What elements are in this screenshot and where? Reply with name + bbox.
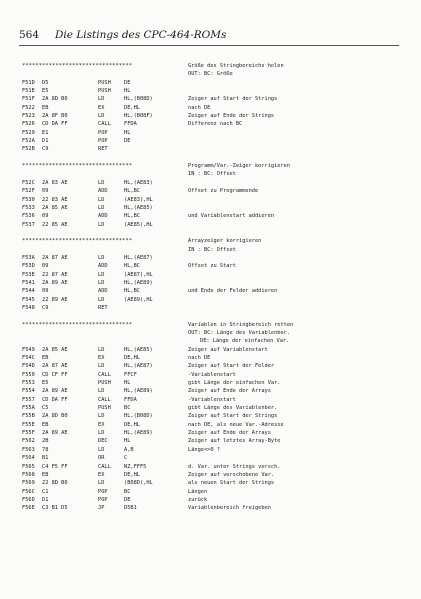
operand: HL,BC bbox=[124, 288, 140, 295]
address: F564 bbox=[22, 455, 35, 462]
block-heading-line bbox=[22, 321, 402, 329]
block-io-spec: DE: Länge der einfachen Var. bbox=[200, 338, 290, 345]
comment: Zeiger auf verschobene Var. bbox=[188, 471, 275, 478]
code-line bbox=[22, 204, 402, 212]
hex-bytes: 22 89 AE bbox=[42, 296, 68, 303]
hex-bytes: 2A 85 AE bbox=[42, 204, 68, 211]
block-heading-line bbox=[22, 237, 402, 245]
address: F56D bbox=[22, 496, 35, 503]
block-io-spec: IN : BC: Offset bbox=[188, 171, 236, 178]
comment: Variablenbereich freigeben bbox=[188, 505, 271, 512]
operand: BC bbox=[124, 405, 131, 412]
operand: DE bbox=[124, 138, 131, 145]
mnemonic: ADD bbox=[98, 263, 108, 270]
hex-bytes: E5 bbox=[42, 380, 49, 387]
block-gap bbox=[22, 229, 402, 237]
mnemonic: LD bbox=[98, 96, 105, 103]
comment: Zeiger auf Variablenstart bbox=[188, 346, 268, 353]
hex-bytes: C9 bbox=[42, 304, 49, 311]
mnemonic: LD bbox=[98, 254, 105, 261]
operand: D5B1 bbox=[124, 505, 137, 512]
address: F52C bbox=[22, 179, 35, 186]
operand: DE,HL bbox=[124, 421, 140, 428]
separator-stars: ********************************* bbox=[22, 238, 133, 245]
mnemonic: PUSH bbox=[98, 380, 111, 387]
code-line bbox=[22, 212, 402, 220]
comment: Zeiger auf Start der Felder bbox=[188, 363, 275, 370]
mnemonic: LD bbox=[98, 430, 105, 437]
code-line bbox=[22, 95, 402, 103]
address: F52F bbox=[22, 188, 35, 195]
hex-bytes: EB bbox=[42, 471, 49, 478]
address: F530 bbox=[22, 196, 35, 203]
hex-bytes: 2A 89 AE bbox=[42, 430, 68, 437]
code-line bbox=[22, 471, 402, 479]
comment: nach DE bbox=[188, 104, 211, 111]
address: F51E bbox=[22, 88, 35, 95]
hex-bytes: D5 bbox=[42, 79, 49, 86]
block-io-spec: OUT: BC: Länge des Variablenber. bbox=[188, 330, 291, 336]
address: F55B bbox=[22, 413, 35, 420]
operand: HL bbox=[124, 380, 131, 387]
comment: Zeiger auf Ende der Strings bbox=[188, 113, 275, 120]
address: F526 bbox=[22, 121, 35, 128]
mnemonic: LD bbox=[98, 388, 105, 395]
hex-bytes: 22 8D B0 bbox=[42, 480, 68, 487]
comment: d. Var. unter Strings versch. bbox=[188, 463, 281, 470]
operand: NZ,FFF5 bbox=[124, 463, 147, 470]
address: F522 bbox=[22, 104, 35, 111]
operand: (AE85),HL bbox=[124, 221, 153, 228]
mnemonic: CALL bbox=[98, 396, 111, 403]
operand: HL,(AE87) bbox=[124, 363, 153, 370]
comment: nach DE, als neue Var.-Adresse bbox=[188, 421, 284, 428]
comment: Offset zu Programmende bbox=[188, 188, 259, 195]
hex-bytes: C5 bbox=[42, 405, 49, 412]
operand: HL,(AE85) bbox=[124, 346, 153, 353]
hex-bytes: E1 bbox=[42, 129, 49, 136]
hex-bytes: 2A 87 AE bbox=[42, 254, 68, 261]
code-line bbox=[22, 446, 402, 454]
address: F549 bbox=[22, 346, 35, 353]
hex-bytes: 2A 89 AE bbox=[42, 388, 68, 395]
mnemonic: OR bbox=[98, 455, 105, 462]
hex-bytes: 2A 8D B0 bbox=[42, 96, 68, 103]
hex-bytes: CD DA FF bbox=[42, 121, 68, 128]
mnemonic: POP bbox=[98, 496, 108, 503]
comment: als neuen Start der Strings bbox=[188, 480, 275, 487]
hex-bytes: 09 bbox=[42, 213, 49, 220]
comment: Offset zu Start bbox=[188, 263, 236, 270]
code-line bbox=[22, 387, 402, 395]
code-line bbox=[22, 488, 402, 496]
code-line bbox=[22, 354, 402, 362]
code-line bbox=[22, 221, 402, 229]
block-heading-line bbox=[22, 62, 402, 70]
mnemonic: PUSH bbox=[98, 79, 111, 86]
address: F52B bbox=[22, 146, 35, 153]
mnemonic: PUSH bbox=[98, 88, 111, 95]
address: F545 bbox=[22, 296, 35, 303]
code-line bbox=[22, 112, 402, 120]
code-line bbox=[22, 79, 402, 87]
hex-bytes: B1 bbox=[42, 455, 49, 462]
mnemonic: POP bbox=[98, 488, 108, 495]
address: F53A bbox=[22, 254, 35, 261]
code-line bbox=[22, 104, 402, 112]
comment: gibt Länge der einfachen Var. bbox=[188, 380, 281, 387]
hex-bytes: D1 bbox=[42, 496, 49, 503]
hex-bytes: CD CF FF bbox=[42, 371, 68, 378]
hex-bytes: D1 bbox=[42, 138, 49, 145]
hex-bytes: EB bbox=[42, 421, 49, 428]
operand: (AE87),HL bbox=[124, 271, 153, 278]
operand: HL,BC bbox=[124, 263, 140, 270]
mnemonic: CALL bbox=[98, 371, 111, 378]
code-line bbox=[22, 187, 402, 195]
code-line bbox=[22, 279, 402, 287]
block-heading-line bbox=[22, 162, 402, 170]
hex-bytes: 78 bbox=[42, 446, 49, 453]
mnemonic: LD bbox=[98, 346, 105, 353]
mnemonic: CALL bbox=[98, 121, 111, 128]
operand: HL,(AE83) bbox=[124, 179, 153, 186]
code-line bbox=[22, 379, 402, 387]
address: F533 bbox=[22, 204, 35, 211]
block-io-line bbox=[22, 70, 402, 78]
mnemonic: LD bbox=[98, 363, 105, 370]
mnemonic: LD bbox=[98, 271, 105, 278]
block-io-spec: OUT: BC: Größe bbox=[188, 71, 233, 78]
mnemonic: ADD bbox=[98, 288, 108, 295]
code-line bbox=[22, 437, 402, 445]
address: F554 bbox=[22, 388, 35, 395]
mnemonic: EX bbox=[98, 355, 105, 362]
address: F529 bbox=[22, 129, 35, 136]
code-line bbox=[22, 371, 402, 379]
address: F569 bbox=[22, 480, 35, 487]
operand: HL,(AE87) bbox=[124, 254, 153, 261]
block-title: Arrayzeiger korrigieren bbox=[188, 238, 262, 245]
operand: HL bbox=[124, 88, 131, 95]
address: F548 bbox=[22, 304, 35, 311]
hex-bytes: 22 85 AE bbox=[42, 221, 68, 228]
hex-bytes: 2A 87 AE bbox=[42, 363, 68, 370]
code-line bbox=[22, 304, 402, 312]
operand: DE,HL bbox=[124, 471, 140, 478]
address: F568 bbox=[22, 471, 35, 478]
address: F51D bbox=[22, 79, 35, 86]
operand: A,B bbox=[124, 446, 134, 453]
code-line bbox=[22, 421, 402, 429]
operand: C bbox=[124, 455, 128, 462]
code-line bbox=[22, 120, 402, 128]
hex-bytes: EB bbox=[42, 104, 49, 111]
page-title: Die Listings des CPC-464-ROMs bbox=[55, 29, 227, 41]
operand: DE bbox=[124, 496, 131, 503]
address: F55A bbox=[22, 405, 35, 412]
comment: Differenz nach BC bbox=[188, 121, 243, 128]
comment: Länge<>0 ? bbox=[188, 446, 220, 453]
comment: und Ende der Felder addieren bbox=[188, 288, 278, 295]
hex-bytes: 2A 85 AE bbox=[42, 346, 68, 353]
mnemonic: EX bbox=[98, 471, 105, 478]
mnemonic: ADD bbox=[98, 188, 108, 195]
code-line bbox=[22, 504, 402, 512]
operand: HL bbox=[124, 438, 131, 445]
hex-bytes: E5 bbox=[42, 88, 49, 95]
operand: HL,(AE89) bbox=[124, 430, 153, 437]
operand: (B08D),HL bbox=[124, 480, 153, 487]
code-line bbox=[22, 196, 402, 204]
block-title: Programm/Var.-Zeiger korrigieren bbox=[188, 163, 291, 170]
code-line bbox=[22, 179, 402, 187]
comment: nach DE bbox=[188, 355, 211, 362]
comment: Zeiger auf Start der Strings bbox=[188, 413, 278, 420]
mnemonic: CALL bbox=[98, 463, 111, 470]
hex-bytes: C9 bbox=[42, 146, 49, 153]
code-line bbox=[22, 145, 402, 153]
comment: gibt Länge des Variablenber. bbox=[188, 405, 278, 412]
operand: (AE83),HL bbox=[124, 196, 153, 203]
address: F523 bbox=[22, 113, 35, 120]
code-line bbox=[22, 454, 402, 462]
hex-bytes: 2A 8F B0 bbox=[42, 113, 68, 120]
address: F563 bbox=[22, 446, 35, 453]
operand: BC bbox=[124, 488, 131, 495]
hex-bytes: 2A 83 AE bbox=[42, 179, 68, 186]
address: F544 bbox=[22, 288, 35, 295]
separator-stars: ********************************* bbox=[22, 163, 133, 170]
comment: Zeiger auf Ende der Arrays bbox=[188, 388, 271, 395]
address: F52A bbox=[22, 138, 35, 145]
hex-bytes: 09 bbox=[42, 263, 49, 270]
address: F550 bbox=[22, 371, 35, 378]
hex-bytes: CD DA FF bbox=[42, 396, 68, 403]
address: F537 bbox=[22, 221, 35, 228]
mnemonic: ADD bbox=[98, 213, 108, 220]
mnemonic: LD bbox=[98, 221, 105, 228]
address: F51F bbox=[22, 96, 35, 103]
block-io-line bbox=[22, 170, 402, 178]
address: F541 bbox=[22, 279, 35, 286]
operand: DE bbox=[124, 79, 131, 86]
operand: FFCF bbox=[124, 371, 137, 378]
comment: -Variablenstart bbox=[188, 396, 236, 403]
address: F553 bbox=[22, 380, 35, 387]
block-gap bbox=[22, 312, 402, 320]
code-line bbox=[22, 496, 402, 504]
page-header bbox=[19, 29, 399, 41]
code-line bbox=[22, 346, 402, 354]
mnemonic: RET bbox=[98, 146, 108, 153]
operand: HL,(AE89) bbox=[124, 388, 153, 395]
operand: FFDA bbox=[124, 396, 137, 403]
assembly-listing bbox=[22, 62, 402, 513]
address: F56C bbox=[22, 488, 35, 495]
header-rule bbox=[19, 45, 399, 46]
mnemonic: LD bbox=[98, 413, 105, 420]
code-line bbox=[22, 404, 402, 412]
block-title: Variablen in Stringbereich retten bbox=[188, 321, 294, 328]
mnemonic: EX bbox=[98, 104, 105, 111]
address: F56E bbox=[22, 505, 35, 512]
hex-bytes: 22 83 AE bbox=[42, 196, 68, 203]
code-line bbox=[22, 362, 402, 370]
address: F55F bbox=[22, 430, 35, 437]
page-number: 564 bbox=[19, 29, 40, 41]
hex-bytes: 2A 89 AE bbox=[42, 279, 68, 286]
operand: FFDA bbox=[124, 121, 137, 128]
comment: zurück bbox=[188, 496, 208, 503]
operand: HL,(AE85) bbox=[124, 204, 153, 211]
mnemonic: LD bbox=[98, 196, 105, 203]
mnemonic: LD bbox=[98, 113, 105, 120]
comment: Zeiger auf Start der Strings bbox=[188, 96, 278, 103]
mnemonic: JP bbox=[98, 505, 105, 512]
block-gap bbox=[22, 154, 402, 162]
code-line bbox=[22, 262, 402, 270]
code-line bbox=[22, 287, 402, 295]
operand: HL,(AE89) bbox=[124, 279, 153, 286]
hex-bytes: 2B bbox=[42, 438, 49, 445]
code-line bbox=[22, 463, 402, 471]
address: F557 bbox=[22, 396, 35, 403]
code-line bbox=[22, 87, 402, 95]
address: F53E bbox=[22, 271, 35, 278]
mnemonic: LD bbox=[98, 279, 105, 286]
hex-bytes: 09 bbox=[42, 288, 49, 295]
separator-stars: ********************************* bbox=[22, 63, 133, 69]
mnemonic: LD bbox=[98, 204, 105, 211]
block-io-line bbox=[22, 329, 402, 337]
operand: HL,BC bbox=[124, 213, 140, 220]
code-line bbox=[22, 412, 402, 420]
mnemonic: LD bbox=[98, 480, 105, 487]
hex-bytes: EB bbox=[42, 355, 49, 362]
address: F562 bbox=[22, 438, 35, 445]
mnemonic: EX bbox=[98, 421, 105, 428]
mnemonic: POP bbox=[98, 138, 108, 145]
address: F54D bbox=[22, 363, 35, 370]
code-line bbox=[22, 271, 402, 279]
hex-bytes: 22 87 AE bbox=[42, 271, 68, 278]
code-line bbox=[22, 396, 402, 404]
hex-bytes: C4 F5 FF bbox=[42, 463, 68, 470]
comment: Längen bbox=[188, 488, 208, 495]
hex-bytes: 09 bbox=[42, 188, 49, 195]
operand: HL,(B08D) bbox=[124, 96, 153, 103]
comment: Zeiger auf Ende der Arrays bbox=[188, 430, 271, 437]
operand: HL,(B08F) bbox=[124, 113, 153, 120]
block-title: Größe des Stringbereichs holen bbox=[188, 63, 284, 69]
separator-stars: ********************************* bbox=[22, 321, 133, 328]
comment: -Variablenstart bbox=[188, 371, 236, 378]
code-line bbox=[22, 129, 402, 137]
mnemonic: LD bbox=[98, 296, 105, 303]
mnemonic: LD bbox=[98, 446, 105, 453]
mnemonic: RET bbox=[98, 304, 108, 311]
address: F55E bbox=[22, 421, 35, 428]
operand: HL bbox=[124, 129, 131, 136]
hex-bytes: C3 B1 D5 bbox=[42, 505, 68, 512]
code-line bbox=[22, 479, 402, 487]
code-line bbox=[22, 429, 402, 437]
hex-bytes: C1 bbox=[42, 488, 49, 495]
address: F53D bbox=[22, 263, 35, 270]
comment: und Variablenstart addieren bbox=[188, 213, 275, 220]
address: F54C bbox=[22, 355, 35, 362]
block-io-line bbox=[22, 337, 402, 345]
mnemonic: POP bbox=[98, 129, 108, 136]
operand: HL,(B08D) bbox=[124, 413, 153, 420]
comment: Zeiger auf letztes Array-Byte bbox=[188, 438, 281, 445]
mnemonic: LD bbox=[98, 179, 105, 186]
operand: DE,HL bbox=[124, 104, 140, 111]
mnemonic: PUSH bbox=[98, 405, 111, 412]
code-line bbox=[22, 137, 402, 145]
operand: HL,BC bbox=[124, 188, 140, 195]
block-io-spec: IN : BC: Offset bbox=[188, 246, 236, 253]
code-line bbox=[22, 254, 402, 262]
mnemonic: DEC bbox=[98, 438, 108, 445]
operand: DE,HL bbox=[124, 355, 140, 362]
code-line bbox=[22, 296, 402, 304]
hex-bytes: 2A 8D B0 bbox=[42, 413, 68, 420]
operand: (AE89),HL bbox=[124, 296, 153, 303]
block-io-line bbox=[22, 246, 402, 254]
address: F536 bbox=[22, 213, 35, 220]
address: F565 bbox=[22, 463, 35, 470]
